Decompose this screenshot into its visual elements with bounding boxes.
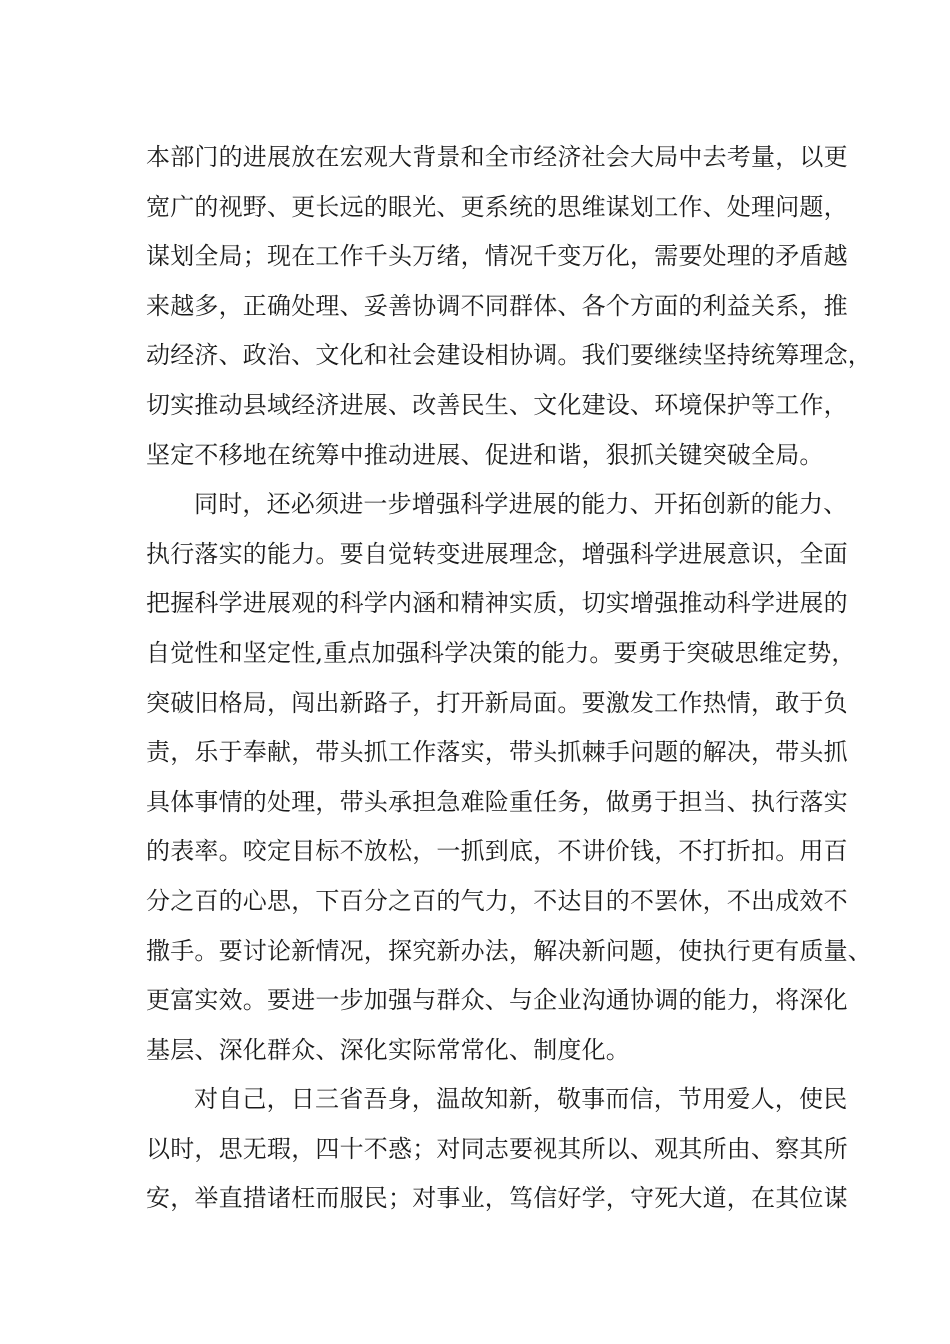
text-line: 谋划全局；现在工作千头万绪，情况千变万化，需要处理的矛盾越 xyxy=(146,242,848,271)
document-body xyxy=(146,133,872,1224)
text-line: 本部门的进展放在宏观大背景和全市经济社会大局中去考量，以更 xyxy=(146,143,848,171)
text-line: 更富实效。要进一步加强与群众、与企业沟通协调的能力，将深化 xyxy=(146,986,848,1015)
text-line: 执行落实的能力。要自觉转变进展理念，增强科学进展意识，全面 xyxy=(146,539,848,568)
text-line: 责，乐于奉献，带头抓工作落实，带头抓棘手问题的解决，带头抓 xyxy=(146,738,848,767)
text-line: 切实推动县域经济进展、改善民生、文化建设、环境保护等工作， xyxy=(146,390,848,419)
text-line: 基层、深化群众、深化实际常常化、制度化。 xyxy=(146,1035,630,1064)
text-line: 撒手。要讨论新情况，探究新办法，解决新问题，使执行更有质量、 xyxy=(146,936,872,965)
text-line: 把握科学进展观的科学内涵和精神实质，切实增强推动科学进展的 xyxy=(146,589,848,618)
text-line: 以时，思无瑕，四十不惑；对同志要视其所以、观其所由、察其所 xyxy=(146,1134,848,1163)
text-line: 自觉性和坚定性,重点加强科学决策的能力。要勇于突破思维定势， xyxy=(146,638,856,667)
text-line: 突破旧格局，闯出新路子，打开新局面。要激发工作热情，敢于负 xyxy=(146,688,848,717)
paragraph-first-line: 同时，还必须进一步增强科学进展的能力、开拓创新的能力、 xyxy=(194,490,848,519)
text-line: 具体事情的处理，带头承担急难险重任务，做勇于担当、执行落实 xyxy=(146,787,848,816)
text-line: 来越多，正确处理、妥善协调不同群体、各个方面的利益关系，推 xyxy=(146,291,848,320)
text-line: 安，举直措诸枉而服民；对事业，笃信好学，守死大道，在其位谋 xyxy=(146,1184,848,1213)
text-line: 坚定不移地在统筹中推动进展、促进和谐，狠抓关键突破全局。 xyxy=(146,440,824,469)
paragraph-first-line: 对自己，日三省吾身，温故知新，敬事而信，节用爱人，使民 xyxy=(194,1085,848,1114)
text-line: 宽广的视野、更长远的眼光、更系统的思维谋划工作、处理问题， xyxy=(146,192,848,221)
text-line: 分之百的心思，下百分之百的气力，不达目的不罢休，不出成效不 xyxy=(146,886,848,915)
text-line: 的表率。咬定目标不放松，一抓到底，不讲价钱，不打折扣。用百 xyxy=(146,837,848,866)
text-line: 动经济、政治、文化和社会建设相协调。我们要继续坚持统筹理念， xyxy=(146,341,872,370)
